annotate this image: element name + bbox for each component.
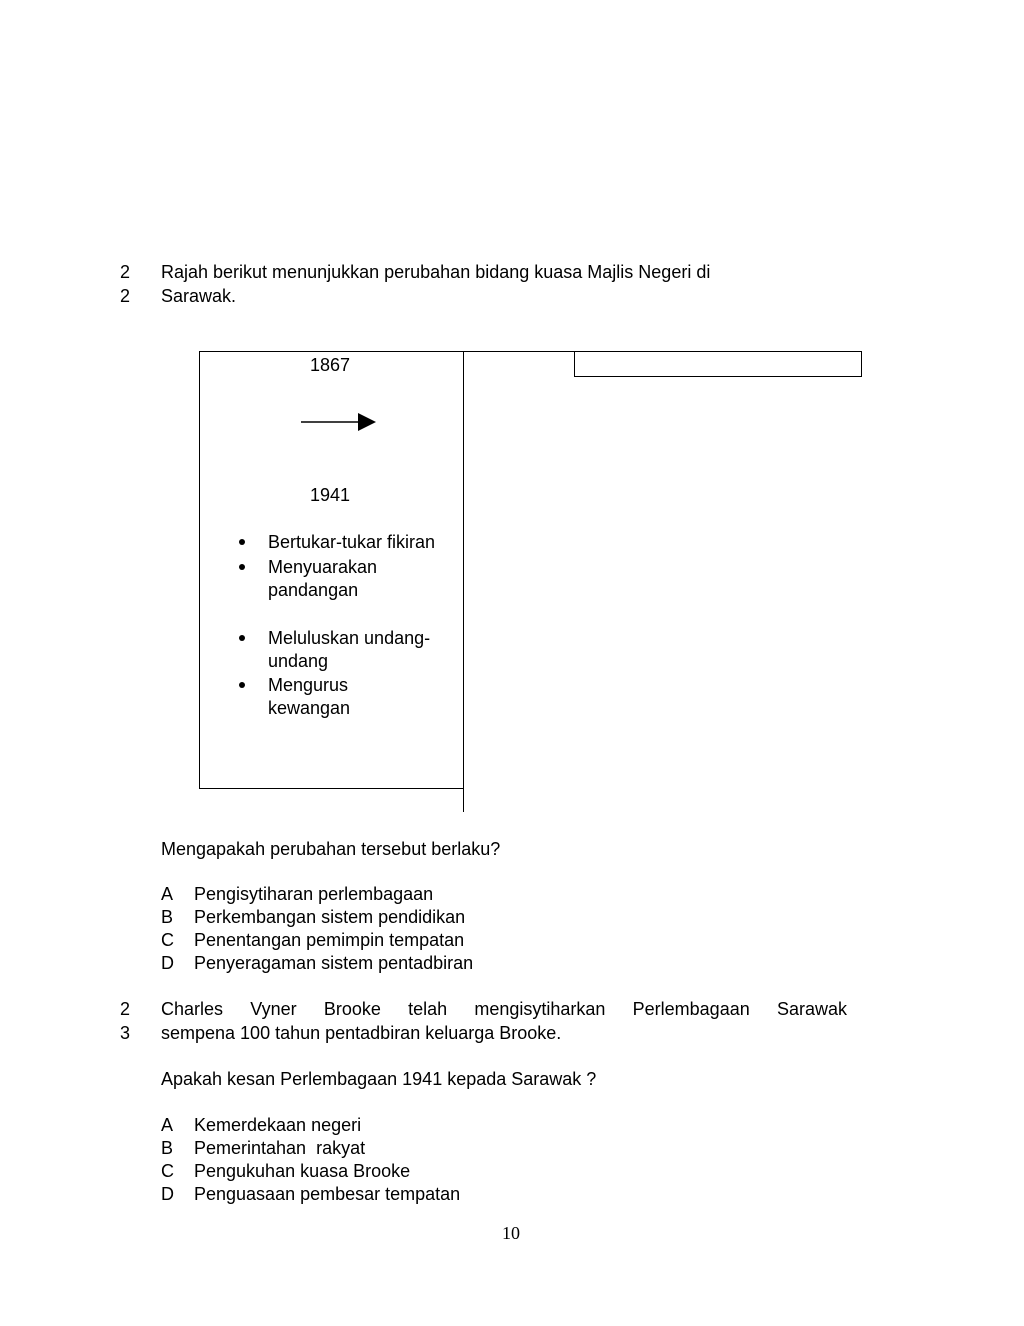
option-letter: B [161, 1138, 174, 1158]
option-letter: C [161, 930, 174, 950]
option-text: Pengisytiharan perlembagaan [194, 884, 434, 904]
question-number-line1: 2 [120, 262, 131, 282]
bullet-item-2-line1: Menyuarakan [268, 557, 378, 577]
question-stem-line1: Rajah berikut menunjukkan perubahan bidang kuasa Majlis Negeri di [161, 262, 711, 282]
option-c [161, 929, 464, 951]
question-number-line2: 3 [120, 1023, 131, 1043]
question-stem-line2: Sarawak. [161, 286, 237, 306]
option-letter: B [161, 907, 174, 927]
bullet-dot-icon [239, 539, 245, 545]
option-text: Kemerdekaan negeri [194, 1115, 362, 1135]
stem-word: Perlembagaan [632, 999, 750, 1019]
arrow-right-icon [300, 410, 380, 434]
option-c [161, 1160, 410, 1182]
question-prompt: Mengapakah perubahan tersebut berlaku? [161, 839, 501, 859]
diagram-year-end: 1941 [310, 485, 351, 505]
stem-word: Vyner [250, 999, 297, 1019]
option-d [161, 1183, 460, 1205]
option-letter: A [161, 884, 174, 904]
question-stem-line2: sempena 100 tahun pentadbiran keluarga Brooke. [161, 1023, 562, 1043]
option-d [161, 952, 473, 974]
option-letter: D [161, 1184, 174, 1204]
option-text: Pengukuhan kuasa Brooke [194, 1161, 411, 1181]
bullet-dot-icon [239, 682, 245, 688]
bullet-item-1-line1: Bertukar-tukar fikiran [268, 532, 436, 552]
diagram-year-start: 1867 [310, 355, 351, 375]
option-text: Penyeragaman sistem pentadbiran [194, 953, 474, 973]
page-number: 10 [502, 1223, 520, 1243]
stem-word: Brooke [323, 999, 381, 1019]
option-text: Pemerintahan rakyat [194, 1138, 366, 1158]
stem-word: mengisytiharkan [474, 999, 606, 1019]
question-stem-line1 [161, 998, 847, 1020]
option-b [161, 1137, 365, 1159]
option-text: Penguasaan pembesar tempatan [194, 1184, 461, 1204]
question-number-line2: 2 [120, 286, 131, 306]
stem-word: telah [408, 999, 448, 1019]
question-number-line1: 2 [120, 999, 131, 1019]
diagram-divider-line [463, 351, 464, 812]
bullet-item-3-line2: undang [268, 651, 329, 671]
option-a [161, 1114, 361, 1136]
bullet-item-4-line2: kewangan [268, 698, 351, 718]
bullet-dot-icon [239, 564, 245, 570]
bullet-item-4-line1: Mengurus [268, 675, 349, 695]
option-letter: D [161, 953, 174, 973]
option-a [161, 883, 433, 905]
option-text: Perkembangan sistem pendidikan [194, 907, 466, 927]
stem-word: Charles [161, 999, 224, 1019]
bullet-item-2-line2: pandangan [268, 580, 359, 600]
option-text: Penentangan pemimpin tempatan [194, 930, 465, 950]
stem-word: Sarawak [776, 999, 847, 1019]
question-prompt: Apakah kesan Perlembagaan 1941 kepada Sarawak ? [161, 1069, 597, 1089]
option-b [161, 906, 465, 928]
bullet-dot-icon [239, 635, 245, 641]
option-letter: A [161, 1115, 174, 1135]
diagram-right-box [574, 351, 862, 377]
option-letter: C [161, 1161, 174, 1181]
bullet-item-3-line1: Meluluskan undang- [268, 628, 431, 648]
